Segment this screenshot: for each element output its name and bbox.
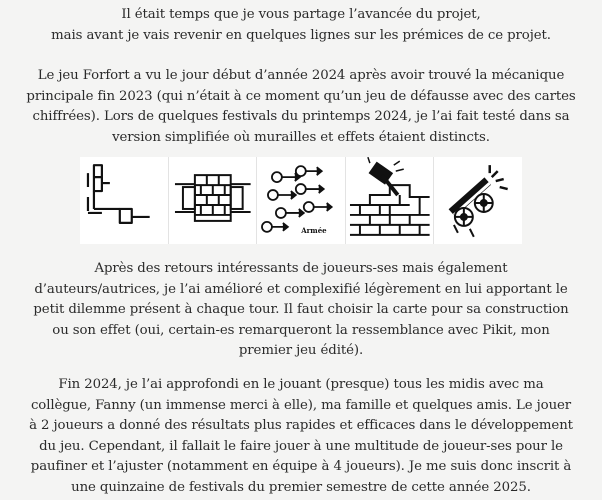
card-wall-segment <box>169 157 258 244</box>
text-line: d’auteurs/autrices, je l’ai amélioré et complexifié légèrement en lui apportant le <box>34 281 568 297</box>
card-army <box>257 157 346 244</box>
card-cannon <box>434 157 522 244</box>
wall-corner-icon <box>80 157 168 244</box>
text-line: Fin 2024, je l’ai approfondi en le jouant (presque) tous les midis avec ma <box>58 377 544 392</box>
text-line: une quinzaine de festivals du premier semestre de cette année 2025. <box>71 479 531 495</box>
card-wall-corner <box>80 157 169 244</box>
cannon-icon <box>434 157 522 244</box>
paragraph-feedback <box>8 259 594 362</box>
text-line: Il était temps que je vous partage l’avancée du projet, <box>121 7 481 22</box>
text-line: Après des retours intéressants de joueurs-ses mais également <box>94 261 508 276</box>
card-illustrations <box>80 157 522 244</box>
card-hammer-wall <box>346 157 435 244</box>
paragraph-playtests <box>8 375 594 498</box>
text-line: paufiner et l’ajuster (notamment en équipe à 4 joueurs). Je me suis donc inscrit à <box>30 459 572 474</box>
text-line: à 2 joueurs a donné des résultats plus rapides et efficaces dans le développement <box>29 418 573 433</box>
wall-segment-icon <box>169 157 257 244</box>
text-line: premier jeu édité). <box>238 343 364 358</box>
paragraph-origin <box>8 66 594 148</box>
text-line: petit dilemme présent à chaque tour. Il faut choisir la carte pour sa construction <box>33 302 569 317</box>
text-line: mais avant je vais revenir en quelques lignes sur les prémices de ce projet. <box>51 27 551 43</box>
text-line: Le jeu Forfort a vu le jour début d’année 2024 après avoir trouvé la mécanique <box>37 68 565 83</box>
hammer-wall-icon <box>346 157 434 244</box>
text-line: collègue, Fanny (un immense merci à elle), ma famille et quelques amis. Le jouer <box>30 397 572 413</box>
text-line: du jeu. Cependant, il fallait le faire jouer à une multitude de joueur-ses pour le <box>39 438 563 454</box>
paragraph-intro <box>8 5 594 46</box>
text-line: ou son effet (oui, certain-es remarqueront la ressemblance avec Pikit, mon <box>52 322 550 338</box>
text-line: version simplifiée où murailles et effets étaient distincts. <box>112 129 490 145</box>
army-label: Armée <box>301 226 327 235</box>
text-line: principale fin 2023 (qui n’était à ce moment qu’un jeu de défausse avec des cartes <box>26 88 576 104</box>
text-line: chiffrées). Lors de quelques festivals du printemps 2024, je l’ai fait testé dans sa <box>32 109 570 124</box>
